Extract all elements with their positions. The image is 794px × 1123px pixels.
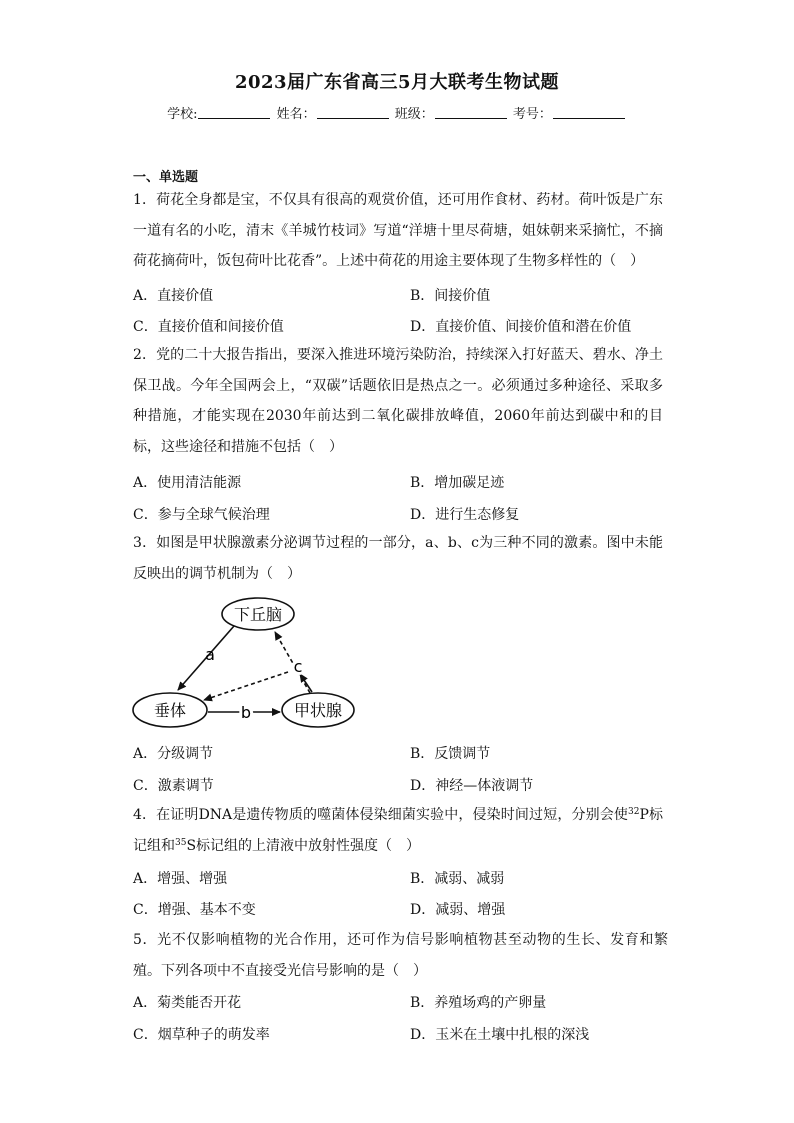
question-5-option-b[interactable]: B．养殖场鸡的产卵量 [410, 995, 547, 1011]
school-blank[interactable] [198, 106, 270, 119]
question-4-option-a[interactable]: A．增强、增强 [133, 871, 228, 887]
arrow-c-tail [300, 674, 312, 692]
question-1-stem: 1．荷花全身都是宝，不仅具有很高的观赏价值，还可用作食材、药材。荷叶饭是广东一道有名的小吃，清末《羊城竹枝词》写道“洋塘十里尽荷塘，姐妹朝来采摘忙，不摘荷花摘荷叶，饭包荷叶比花香”。上述中荷花的用途主要体现了生物多样性的（ ） [133, 192, 663, 269]
question-1-option-b[interactable]: B．间接价值 [410, 288, 491, 304]
question-2-option-d[interactable]: D．进行生态修复 [410, 507, 520, 523]
question-2-stem: 2．党的二十大报告指出，要深入推进环境污染防治，持续深入打好蓝天、碧水、净土保卫战。今年全国两会上，“双碳”话题依旧是热点之一。必须通过多种途径、采取多种措施，才能实现在2030年前达到二氧化碳排放峰值，2060年前达到碳中和的目标，这些途径和措施不包括（ ） [133, 347, 663, 455]
name-label: 姓名： [276, 107, 316, 122]
question-2-option-b[interactable]: B．增加碳足迹 [410, 475, 505, 491]
question-1-option-c[interactable]: C．直接价值和间接价值 [133, 319, 284, 335]
question-3-stem: 3．如图是甲状腺激素分泌调节过程的一部分，a、b、c为三种不同的激素。图中未能反映出的调节机制为（ ） [133, 535, 663, 582]
class-blank[interactable] [435, 106, 507, 119]
label-a: a [205, 645, 215, 664]
question-1-option-a[interactable]: A．直接价值 [133, 288, 214, 304]
question-4-stem [133, 800, 663, 861]
question-3-option-d[interactable]: D．神经—体液调节 [410, 778, 534, 794]
arrow-c-to-pituitary [204, 672, 288, 700]
isotope-p-mass: 32 [627, 807, 640, 817]
question-4-option-b[interactable]: B．减弱、减弱 [410, 871, 505, 887]
number-blank[interactable] [553, 106, 625, 119]
pituitary-label: 垂体 [153, 701, 187, 720]
class-label: 班级： [394, 107, 434, 122]
question-5-option-c[interactable]: C．烟草种子的萌发率 [133, 1027, 270, 1043]
question-5-option-d[interactable]: D．玉米在土壤中扎根的深浅 [410, 1027, 590, 1043]
section-heading: 一、单选题 [133, 170, 199, 185]
question-4-stem-prefix: 4．在证明DNA是遗传物质的噬菌体侵染细菌实验中，侵染时间过短，分别会使 [133, 807, 628, 823]
question-5-stem: 5．光不仅影响植物的光合作用，还可作为信号影响植物甚至动物的生长、发育和繁殖。下列各项中不直接受光信号影响的是（ ） [133, 932, 668, 979]
thyroid-label: 甲状腺 [293, 701, 343, 720]
name-blank[interactable] [317, 106, 389, 119]
question-3-option-a[interactable]: A．分级调节 [133, 746, 214, 762]
page-title: 2023届广东省高三5月大联考生物试题 [234, 72, 560, 93]
question-2-option-c[interactable]: C．参与全球气候治理 [133, 507, 270, 523]
question-3-option-c[interactable]: C．激素调节 [133, 778, 214, 794]
number-label: 考号： [512, 107, 552, 122]
question-2-option-a[interactable]: A．使用清洁能源 [133, 475, 242, 491]
question-4-option-c[interactable]: C．增强、基本不变 [133, 902, 256, 918]
question-5-option-a[interactable]: A．菊类能否开花 [133, 995, 242, 1011]
arrow-c-to-hypothalamus [275, 632, 310, 693]
question-1-option-d[interactable]: D．直接价值、间接价值和潜在价值 [410, 319, 632, 335]
label-c: c [293, 657, 303, 676]
question-4-stem-mid2: S标记组的上清液中放射性强度（ ） [186, 837, 421, 854]
question-4-stem-mid1: P标记组和 [133, 807, 663, 854]
isotope-s-mass: 35 [175, 837, 187, 848]
question-4-option-d[interactable]: D．减弱、增强 [410, 902, 506, 918]
hypothalamus-label: 下丘脑 [233, 605, 283, 624]
thyroid-regulation-diagram [128, 590, 368, 740]
label-b: b [240, 703, 252, 722]
student-info-line [0, 103, 794, 122]
school-label: 学校: [167, 107, 198, 122]
question-3-option-b[interactable]: B．反馈调节 [410, 746, 491, 762]
